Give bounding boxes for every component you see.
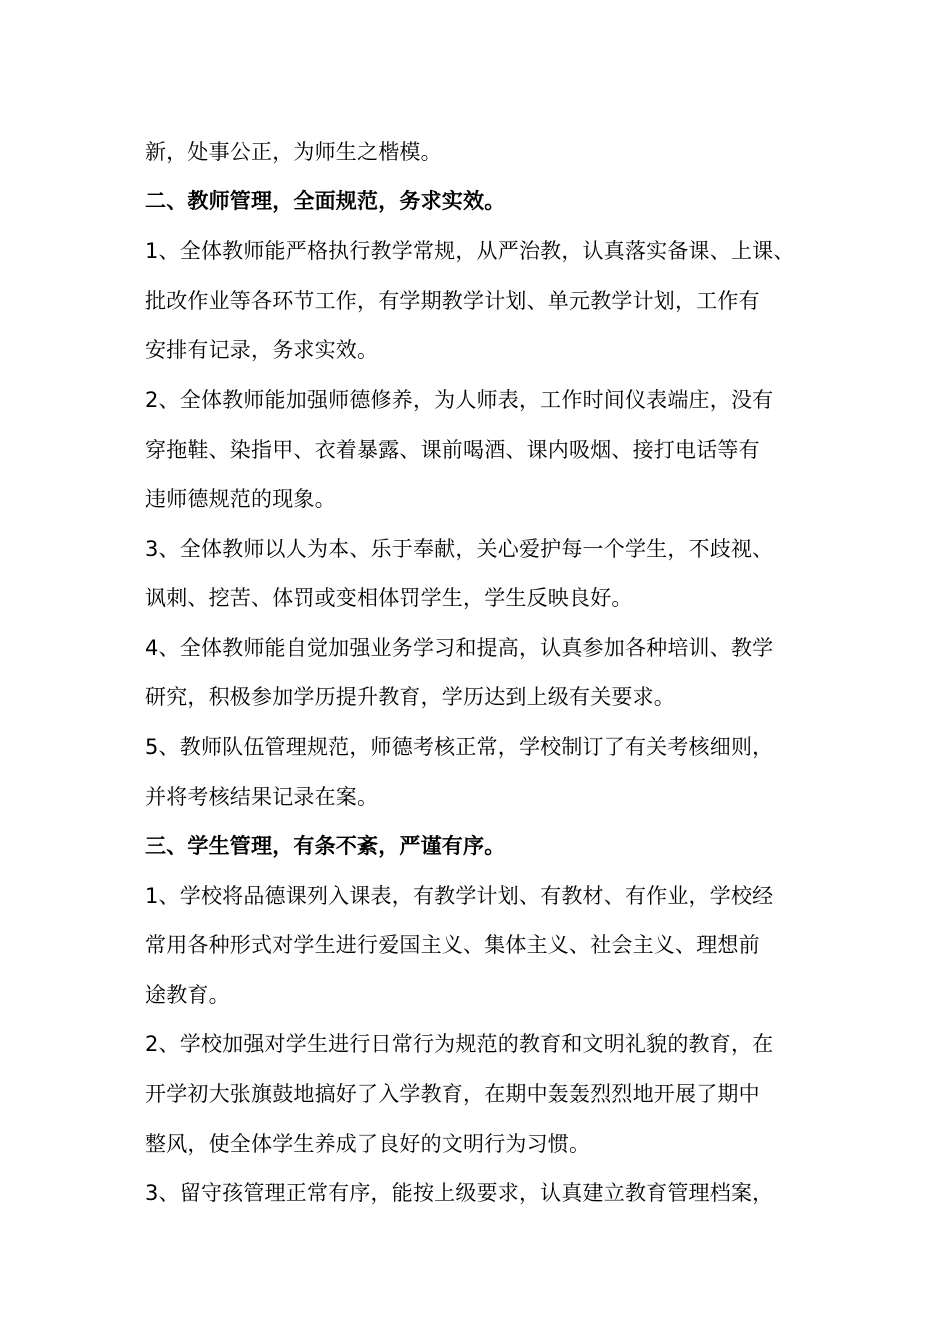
paragraph-line: 3、留守孩管理正常有序，能按上级要求，认真建立教育管理档案， xyxy=(145,1181,774,1205)
paragraph-line: 讽刺、挖苦、体罚或变相体罚学生，学生反映良好。 xyxy=(145,586,633,610)
paragraph-line: 常用各种形式对学生进行爱国主义、集体主义、社会主义、理想前 xyxy=(145,933,760,957)
paragraph-line: 1、全体教师能严格执行教学常规，从严治教，认真落实备课、上课、 xyxy=(145,239,795,263)
paragraph-line: 新，处事公正，为师生之楷模。 xyxy=(145,140,442,164)
paragraph-line: 开学初大张旗鼓地搞好了入学教育，在期中轰轰烈烈地开展了期中 xyxy=(145,1082,760,1106)
paragraph-line: 研究，积极参加学历提升教育，学历达到上级有关要求。 xyxy=(145,685,675,709)
paragraph-line: 违师德规范的现象。 xyxy=(145,487,336,511)
paragraph-line: 5、教师队伍管理规范，师德考核正常，学校制订了有关考核细则， xyxy=(145,735,774,759)
paragraph-line: 并将考核结果记录在案。 xyxy=(145,785,379,809)
paragraph-line: 4、全体教师能自觉加强业务学习和提高，认真参加各种培训、教学 xyxy=(145,636,774,660)
paragraph-line: 整风，使全体学生养成了良好的文明行为习惯。 xyxy=(145,1132,591,1156)
paragraph-line: 3、全体教师以人为本、乐于奉献，关心爱护每一个学生，不歧视、 xyxy=(145,537,774,561)
paragraph-line: 批改作业等各环节工作，有学期教学计划、单元教学计划，工作有 xyxy=(145,289,760,313)
paragraph-line: 1、学校将品德课列入课表，有教学计划、有教材、有作业，学校经 xyxy=(145,884,774,908)
paragraph-line: 2、学校加强对学生进行日常行为规范的教育和文明礼貌的教育，在 xyxy=(145,1032,774,1056)
paragraph-line: 穿拖鞋、染指甲、衣着暴露、课前喝酒、课内吸烟、接打电话等有 xyxy=(145,438,760,462)
section-heading: 二、教师管理，全面规范，务求实效。 xyxy=(145,189,506,213)
section-heading: 三、学生管理，有条不紊，严谨有序。 xyxy=(145,834,506,858)
paragraph-line: 途教育。 xyxy=(145,983,230,1007)
paragraph-line: 2、全体教师能加强师德修养，为人师表，工作时间仪表端庄，没有 xyxy=(145,388,774,412)
paragraph-line: 安排有记录，务求实效。 xyxy=(145,338,379,362)
